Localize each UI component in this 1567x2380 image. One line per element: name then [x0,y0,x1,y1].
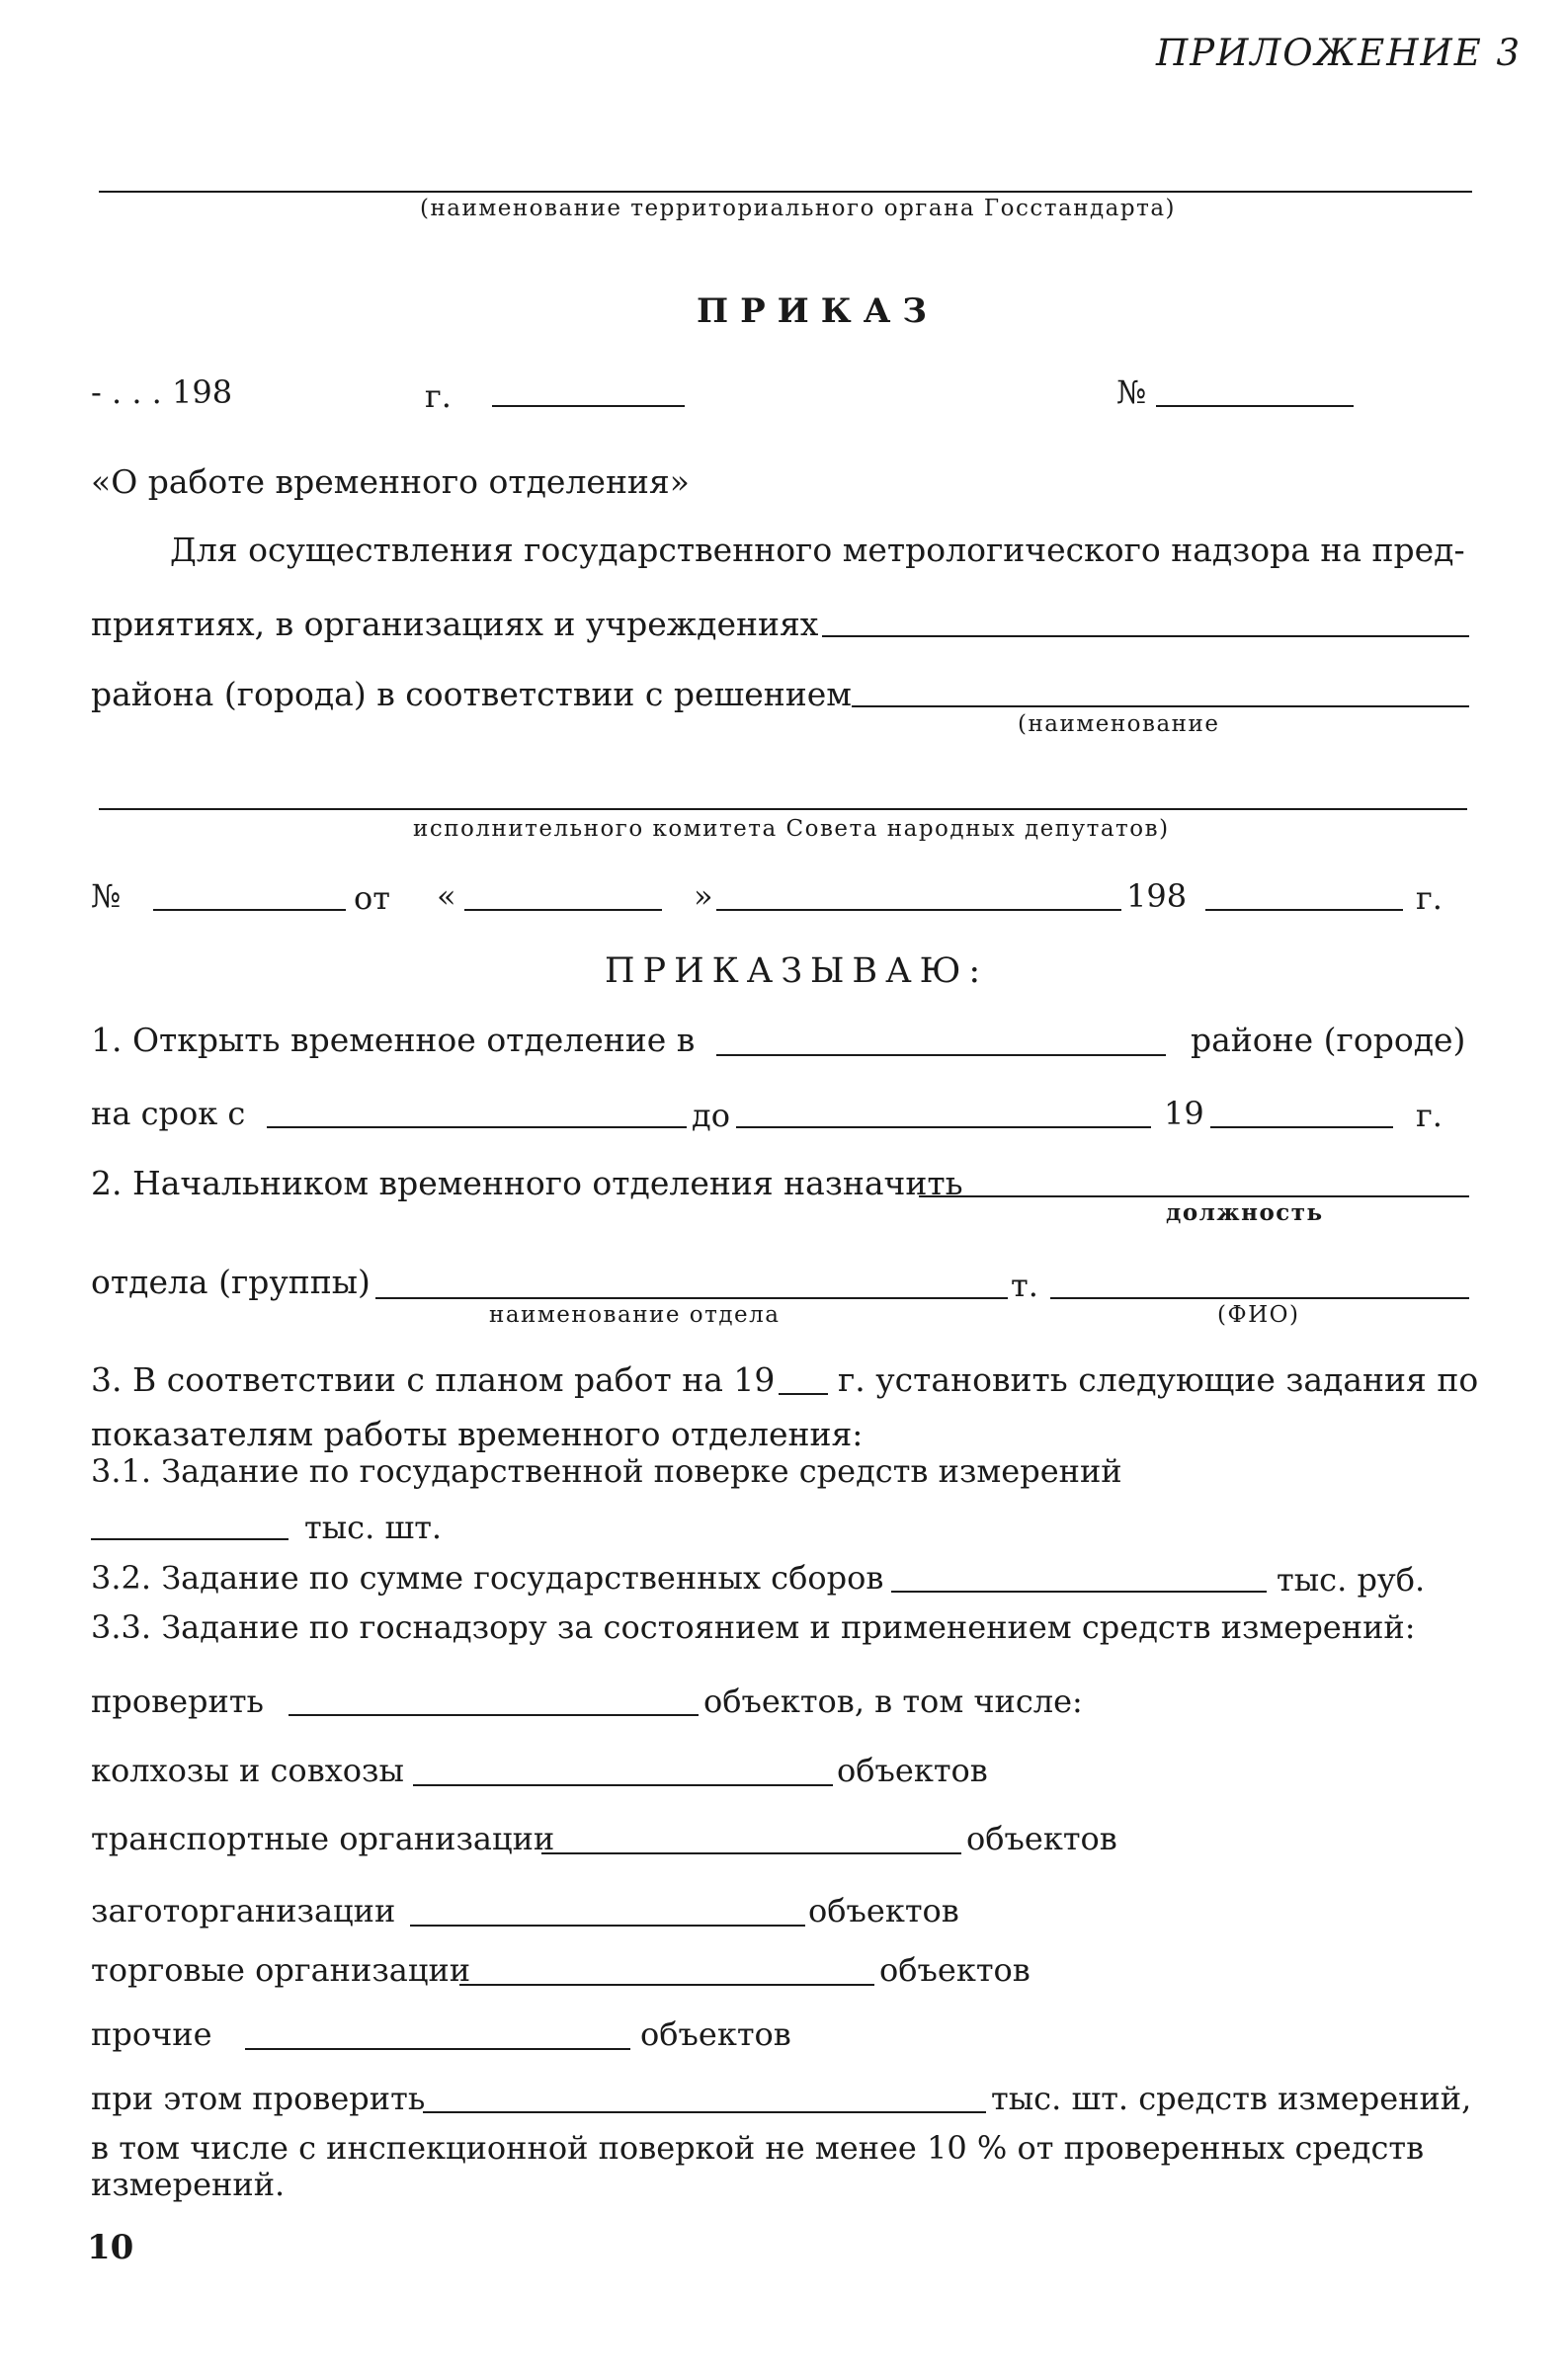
page-number: 10 [87,2228,134,2267]
item2-t: т. [1011,1267,1038,1304]
organ-name-line [99,191,1472,193]
final-line-1: в том числе с инспекционной поверкой не менее 10 % от проверенных средств [91,2129,1425,2167]
item3-line1-a: 3. В соответствии с планом работ на 19 [91,1360,776,1399]
trade-label: торговые организации [91,1951,471,1989]
term-to-blank [736,1126,1151,1128]
final-line-2: измерений. [91,2166,286,2203]
decision-month-blank [716,909,1121,911]
appendix-label: ПРИЛОЖЕНИЕ 3 [1156,32,1523,74]
organ-caption: (наименование территориального органа Госстандарта) [420,196,1177,221]
procurement-objects: объектов [808,1892,959,1929]
item1-text: 1. Открыть временное отделение в [91,1021,696,1059]
verification-blank [91,1538,289,1540]
term-from-blank [267,1126,687,1128]
caption-dept: наименование отдела [489,1302,781,1328]
caption-committee: исполнительного комитета Совета народных депутатов) [413,816,1170,842]
farms-objects: объектов [837,1752,988,1789]
committee-line [99,808,1467,810]
trade-blank [459,1984,874,1986]
decision-name-blank [852,705,1469,707]
transport-objects: объектов [966,1820,1117,1857]
fees-blank [891,1591,1267,1593]
dept-blank [375,1297,1008,1299]
district-blank [716,1054,1166,1056]
date-prefix: - . . . 198 [91,373,233,411]
caption-fio: (ФИО) [1217,1302,1300,1328]
item3-line1-b: г. установить следующие задания по [838,1360,1479,1399]
transport-label: транспортные организации [91,1820,555,1857]
other-objects: объектов [640,2015,791,2053]
quote-close: » [694,877,713,915]
date-year-suffix: г. [425,377,452,415]
item2-text: 2. Начальником временного отделения назначить [91,1164,963,1202]
decision-day-blank [464,909,662,911]
fio-blank [1050,1297,1469,1299]
trade-objects: объектов [879,1951,1031,1989]
page-title: ПРИКАЗ [697,291,939,331]
term-start: на срок с [91,1095,246,1132]
decision-year-suffix: г. [1416,879,1443,917]
intro-line-1: Для осуществления государственного метрологического надзора на пред- [170,531,1465,569]
plan-year-blank [779,1393,828,1395]
check-label: проверить [91,1682,264,1720]
also-check-label: при этом проверить [91,2080,426,2117]
organizations-blank [822,635,1469,637]
intro-line-2: приятиях, в организациях и учреждениях [91,605,819,643]
order-number-sign: № [1116,373,1147,411]
order-subject: «О работе временного отделения» [91,462,690,501]
caption-name: (наименование [1018,711,1220,737]
prikazyvayu-heading: ПРИКАЗЫВАЮ: [605,951,989,991]
caption-position: должность [1166,1199,1324,1226]
date-blank [492,405,685,407]
decision-year-blank [1205,909,1403,911]
item2-dept-label: отдела (группы) [91,1263,371,1301]
item3-line2: показателям работы временного отделения: [91,1415,864,1453]
term-to: до [692,1097,730,1134]
also-check-end: тыс. шт. средств измерений, [991,2080,1472,2117]
order-number-blank [1156,405,1354,407]
also-check-blank [423,2111,986,2113]
other-blank [245,2048,630,2050]
position-blank [919,1195,1469,1197]
term-year-blank [1210,1126,1393,1128]
procurement-label: заготорганизации [91,1892,396,1929]
decision-number-blank [153,909,346,911]
transport-blank [541,1852,961,1854]
item-3-2-unit: тыс. руб. [1277,1561,1426,1599]
decision-number-sign: № [91,877,122,915]
procurement-blank [410,1925,805,1927]
term-year-suffix: г. [1416,1097,1443,1134]
decision-from: от [354,879,390,917]
item-3-1: 3.1. Задание по государственной поверке средств измерений [91,1452,1122,1490]
term-year: 19 [1164,1095,1204,1132]
item-3-1-unit: тыс. шт. [304,1509,443,1546]
other-label: прочие [91,2015,212,2053]
farms-blank [413,1784,833,1786]
check-blank [289,1714,699,1716]
item-3-2: 3.2. Задание по сумме государственных сборов [91,1559,884,1597]
quote-open: « [437,877,456,915]
check-end: объектов, в том числе: [703,1682,1083,1720]
intro-line-3: района (города) в соответствии с решением [91,675,852,713]
item-3-3: 3.3. Задание по госнадзору за состоянием и применением средств измерений: [91,1608,1416,1646]
farms-label: колхозы и совхозы [91,1752,404,1789]
item1-end: районе (городе) [1191,1021,1466,1059]
decision-year: 198 [1126,877,1188,915]
